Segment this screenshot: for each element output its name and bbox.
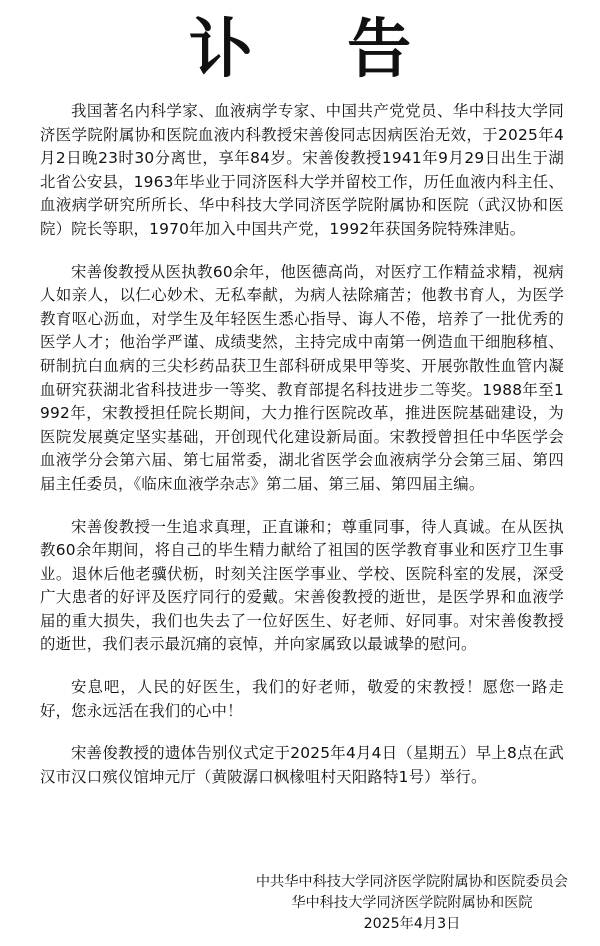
signature-block: [256, 872, 568, 935]
paragraph-achievements: 宋善俊教授从医执教60余年，他医德高尚，对医疗工作精益求精，视病人如亲人，以仁心妙术、无私奉献，为病人祛除痛苦；他教书育人，为医学教育呕心沥血，对学生及年轻医生悉心指导、诲人不倦，培养了一批优秀的医学人才；他治学严谨、成绩斐然，主持完成中南第一例造血干细胞移植、研制抗白血病的三尖杉药品获卫生部科研成果甲等奖、开展弥散性血管内凝血研究获湖北省科技进步一等奖、教育部提名科技进步二等奖。1988年至1992年，宋教授担任院长期间，大力推行医院改革，推进医院基础建设，为医院发展奠定坚实基础，开创现代化建设新局面。宋教授曾担任中华医学会血液学分会第六届、第七届常委，湖北省医学会血液病学分会第三届、第四届主任委员，《临床血液学杂志》第二届、第三届、第四届主编。: [40, 262, 564, 493]
paragraph-biography: 我国著名内科学家、血液病学专家、中国共产党党员、华中科技大学同济医学院附属协和医院血液内科教授宋善俊同志因病医治无效，于2025年4月2日晚23时30分离世，享年84岁。宋善俊教授1941年9月29日出生于湖北省公安县，1963年毕业于同济医科大学并留校工作，历任血液内科主任、血液病学研究所所长、华中科技大学同济医学院附属协和医院（武汉协和医院）院长等职，1970年加入中国共产党，1992年获国务院特殊津贴。: [40, 102, 564, 238]
paragraph-character: 宋善俊教授一生追求真理，正直谦和；尊重同事，待人真诚。在从医执教60余年期间，将自己的毕生精力献给了祖国的医学教育事业和医疗卫生事业。退休后他老骥伏枥，时刻关注医学事业、学校、医院科室的发展，深受广大患者的好评及医疗同行的爱戴。宋善俊教授的逝世，是医学界和血液学届的重大损失，我们也失去了一位好医生、好老师、好同事。对宋善俊教授的逝世，我们表示最沉痛的哀悼，并向家属致以最诚挚的慰问。: [40, 517, 564, 654]
obituary-body: [40, 100, 564, 808]
page-title: 讣 告: [188, 13, 448, 87]
paragraph-ceremony: 宋善俊教授的遗体告别仪式定于2025年4月4日（星期五）早上8点在武汉市汉口殡仪馆坤元厅（黄陂潺口枫椽咀村天阳路特1号）举行。: [40, 744, 564, 786]
signature-hospital: 华中科技大学同济医学院附属协和医院: [291, 895, 533, 911]
signature-date: 2025年4月3日: [363, 916, 461, 932]
signature-committee: 中共华中科技大学同济医学院附属协和医院委员会: [255, 874, 568, 890]
paragraph-farewell: 安息吧，人民的好医生，我们的好老师，敬爱的宋教授！愿您一路走好，您永远活在我们的心中！: [40, 678, 564, 720]
